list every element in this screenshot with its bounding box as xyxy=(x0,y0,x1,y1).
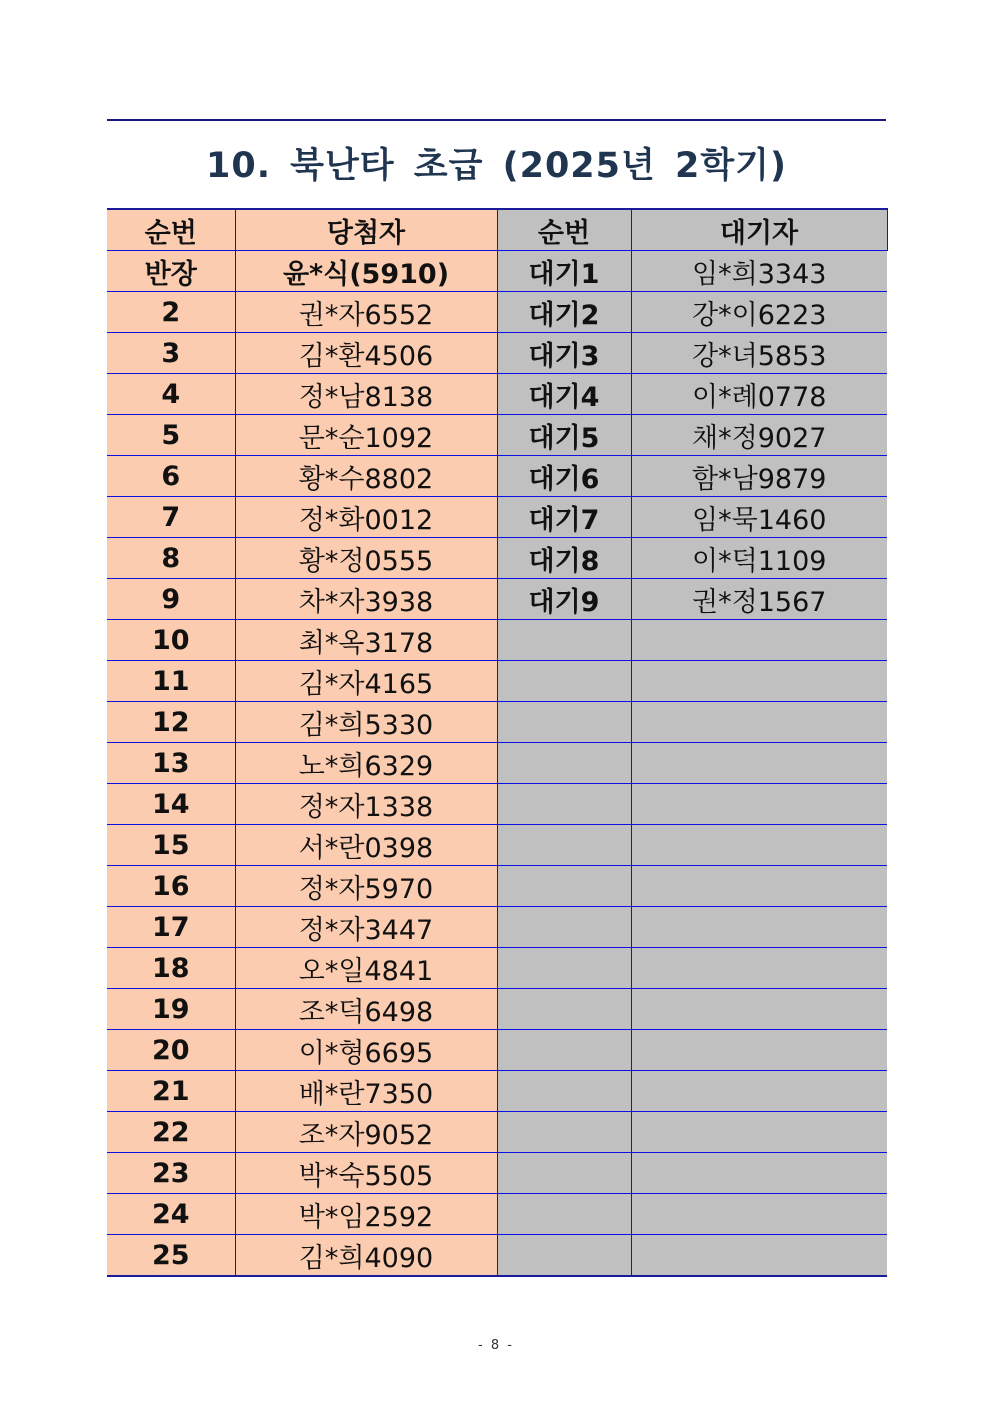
winner-name: 박*임2592 xyxy=(235,1194,497,1235)
waiter-name xyxy=(631,866,887,907)
table-row xyxy=(107,1153,887,1194)
winner-name: 오*일4841 xyxy=(235,948,497,989)
wait-number xyxy=(497,743,631,784)
winner-name: 황*수8802 xyxy=(235,456,497,497)
table-row xyxy=(107,415,887,456)
table-row xyxy=(107,1030,887,1071)
row-number: 9 xyxy=(107,579,235,620)
row-number: 16 xyxy=(107,866,235,907)
winner-name: 권*자6552 xyxy=(235,292,497,333)
row-number: 24 xyxy=(107,1194,235,1235)
wait-number xyxy=(497,1071,631,1112)
table-row xyxy=(107,579,887,620)
waiter-name xyxy=(631,1030,887,1071)
header-waiter: 대기자 xyxy=(631,209,887,251)
row-number: 6 xyxy=(107,456,235,497)
winner-name: 조*자9052 xyxy=(235,1112,497,1153)
wait-number xyxy=(497,620,631,661)
table-row xyxy=(107,1071,887,1112)
table-row xyxy=(107,866,887,907)
winner-name: 서*란0398 xyxy=(235,825,497,866)
table-row xyxy=(107,456,887,497)
waiter-name: 강*녀5853 xyxy=(631,333,887,374)
page-title: 10. 북난타 초급 (2025년 2학기) xyxy=(206,146,787,186)
table-row xyxy=(107,538,887,579)
waiter-name xyxy=(631,948,887,989)
wait-number: 대기3 xyxy=(497,333,631,374)
wait-number: 대기8 xyxy=(497,538,631,579)
wait-number xyxy=(497,948,631,989)
row-number: 15 xyxy=(107,825,235,866)
table-row xyxy=(107,661,887,702)
waiter-name xyxy=(631,743,887,784)
waiter-name xyxy=(631,620,887,661)
table-row xyxy=(107,251,887,292)
row-number: 18 xyxy=(107,948,235,989)
header-winner: 당첨자 xyxy=(235,209,497,251)
waiter-name: 임*묵1460 xyxy=(631,497,887,538)
row-number: 22 xyxy=(107,1112,235,1153)
winner-name: 노*희6329 xyxy=(235,743,497,784)
table-row xyxy=(107,989,887,1030)
table-row xyxy=(107,743,887,784)
waiter-name: 이*덕1109 xyxy=(631,538,887,579)
winner-name: 김*자4165 xyxy=(235,661,497,702)
table-row xyxy=(107,1112,887,1153)
winner-name: 차*자3938 xyxy=(235,579,497,620)
waiter-name xyxy=(631,825,887,866)
winner-name: 윤*식(5910) xyxy=(235,251,497,292)
wait-number xyxy=(497,1194,631,1235)
winner-name: 김*희5330 xyxy=(235,702,497,743)
waiter-name xyxy=(631,1153,887,1194)
table-row xyxy=(107,497,887,538)
page-number: - 8 - xyxy=(478,1338,514,1353)
waiter-name: 강*이6223 xyxy=(631,292,887,333)
wait-number xyxy=(497,1153,631,1194)
winner-name: 정*자3447 xyxy=(235,907,497,948)
wait-number xyxy=(497,784,631,825)
wait-number xyxy=(497,702,631,743)
wait-number: 대기7 xyxy=(497,497,631,538)
row-number: 17 xyxy=(107,907,235,948)
table-row xyxy=(107,948,887,989)
waiter-name xyxy=(631,661,887,702)
winner-name: 김*희4090 xyxy=(235,1235,497,1277)
waiter-name: 권*정1567 xyxy=(631,579,887,620)
wait-number xyxy=(497,989,631,1030)
row-number: 19 xyxy=(107,989,235,1030)
waiter-name xyxy=(631,1235,887,1277)
winner-name: 정*자5970 xyxy=(235,866,497,907)
winner-name: 문*순1092 xyxy=(235,415,497,456)
row-number: 23 xyxy=(107,1153,235,1194)
row-number: 12 xyxy=(107,702,235,743)
winner-name: 박*숙5505 xyxy=(235,1153,497,1194)
table-row xyxy=(107,1235,887,1277)
winner-name: 정*화0012 xyxy=(235,497,497,538)
table-row xyxy=(107,333,887,374)
wait-number: 대기6 xyxy=(497,456,631,497)
table-row xyxy=(107,374,887,415)
row-number: 2 xyxy=(107,292,235,333)
roster-body xyxy=(107,209,887,1276)
waiter-name: 이*례0778 xyxy=(631,374,887,415)
wait-number xyxy=(497,1030,631,1071)
table-row xyxy=(107,784,887,825)
winner-name: 배*란7350 xyxy=(235,1071,497,1112)
wait-number xyxy=(497,661,631,702)
row-number: 21 xyxy=(107,1071,235,1112)
winner-name: 이*형6695 xyxy=(235,1030,497,1071)
winner-name: 김*환4506 xyxy=(235,333,497,374)
table-row xyxy=(107,825,887,866)
table-row xyxy=(107,292,887,333)
winner-name: 최*옥3178 xyxy=(235,620,497,661)
waiter-name xyxy=(631,1112,887,1153)
table-row xyxy=(107,620,887,661)
row-number: 5 xyxy=(107,415,235,456)
waiter-name xyxy=(631,907,887,948)
header-row xyxy=(107,209,887,251)
row-number: 반장 xyxy=(107,251,235,292)
wait-number: 대기1 xyxy=(497,251,631,292)
wait-number: 대기5 xyxy=(497,415,631,456)
waiter-name: 채*정9027 xyxy=(631,415,887,456)
waiter-name: 임*희3343 xyxy=(631,251,887,292)
table-row xyxy=(107,907,887,948)
waiter-name xyxy=(631,784,887,825)
row-number: 25 xyxy=(107,1235,235,1277)
wait-number: 대기2 xyxy=(497,292,631,333)
waiter-name xyxy=(631,989,887,1030)
waiter-name xyxy=(631,1071,887,1112)
wait-number: 대기4 xyxy=(497,374,631,415)
top-rule xyxy=(107,119,886,121)
row-number: 7 xyxy=(107,497,235,538)
winner-name: 황*정0555 xyxy=(235,538,497,579)
wait-number xyxy=(497,866,631,907)
row-number: 20 xyxy=(107,1030,235,1071)
wait-number xyxy=(497,1235,631,1277)
table-row xyxy=(107,702,887,743)
row-number: 4 xyxy=(107,374,235,415)
roster-table xyxy=(107,208,888,1277)
wait-number xyxy=(497,1112,631,1153)
row-number: 11 xyxy=(107,661,235,702)
waiter-name xyxy=(631,1194,887,1235)
row-number: 8 xyxy=(107,538,235,579)
header-wait-no: 순번 xyxy=(497,209,631,251)
wait-number xyxy=(497,907,631,948)
winner-name: 조*덕6498 xyxy=(235,989,497,1030)
header-no: 순번 xyxy=(107,209,235,251)
winner-name: 정*자1338 xyxy=(235,784,497,825)
waiter-name: 함*남9879 xyxy=(631,456,887,497)
row-number: 14 xyxy=(107,784,235,825)
row-number: 13 xyxy=(107,743,235,784)
row-number: 3 xyxy=(107,333,235,374)
waiter-name xyxy=(631,702,887,743)
wait-number: 대기9 xyxy=(497,579,631,620)
table-row xyxy=(107,1194,887,1235)
winner-name: 정*남8138 xyxy=(235,374,497,415)
row-number: 10 xyxy=(107,620,235,661)
wait-number xyxy=(497,825,631,866)
